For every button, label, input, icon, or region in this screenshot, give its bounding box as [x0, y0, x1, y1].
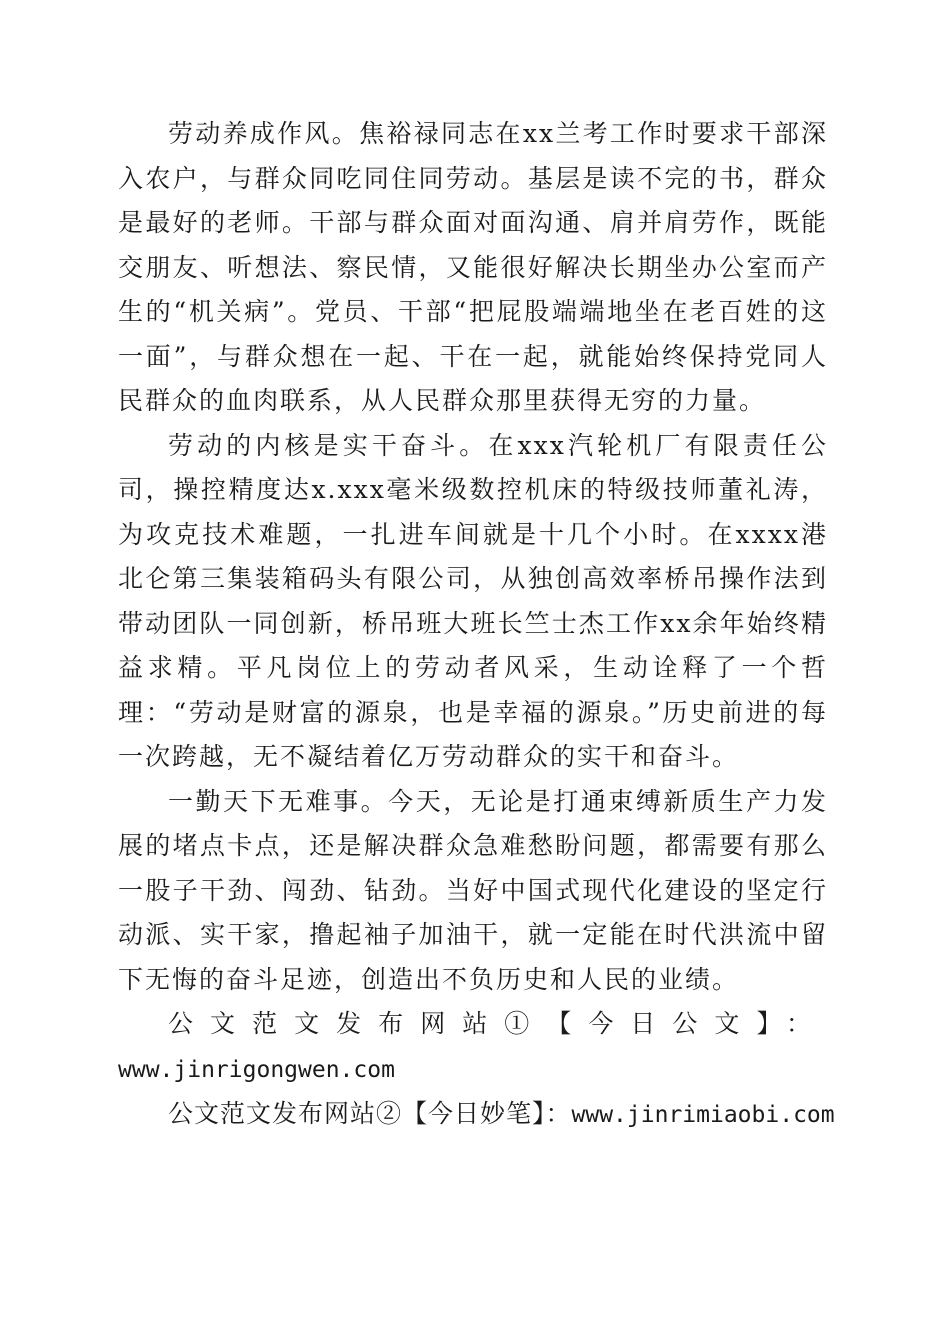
footer-site-2-label: 公文范文发布网站②【今日妙笔】：: [168, 1099, 572, 1128]
footer-site-2: [118, 1092, 835, 1138]
footer-site-2-url[interactable]: www.jinrimiaobi.com: [571, 1102, 835, 1128]
document-body: [118, 112, 835, 1138]
footer-site-1-label: 公文范文发布网站①【今日公文】：: [168, 1009, 828, 1038]
footer-site-1-url[interactable]: www.jinrigongwen.com: [118, 1056, 395, 1083]
footer-site-1: [118, 1002, 828, 1092]
paragraph-labor-core: 劳动的内核是实干奋斗。在xxx汽轮机厂有限责任公司，操控精度达x.xxx毫米级数控机床的特级技师董礼涛，为攻克技术难题，一扎进车间就是十几个小时。在xxxx港北仑第三集装箱码头有限公司，从独创高效率桥吊操作法到带动团队一同创新，桥吊班大班长竺士杰工作xx余年始终精益求精。平凡岗位上的劳动者风采，生动诠释了一个哲理：“劳动是财富的源泉，也是幸福的源泉。”历史前进的每一次跨越，无不凝结着亿万劳动群众的实干和奋斗。: [118, 430, 828, 771]
paragraph-diligence: 一勤天下无难事。今天，无论是打通束缚新质生产力发展的堵点卡点，还是解决群众急难愁盼问题，都需要有那么一股子干劲、闯劲、钻劲。当好中国式现代化建设的坚定行动派、实干家，撸起袖子加油干，就一定能在时代洪流中留下无悔的奋斗足迹，创造出不负历史和人民的业绩。: [118, 786, 828, 994]
paragraph-labor-style: 劳动养成作风。焦裕禄同志在xx兰考工作时要求干部深入农户，与群众同吃同住同劳动。基层是读不完的书，群众是最好的老师。干部与群众面对面沟通、肩并肩劳作，既能交朋友、听想法、察民情，又能很好解决长期坐办公室而产生的“机关病”。党员、干部“把屁股端端地坐在老百姓的这一面”，与群众想在一起、干在一起，就能始终保持党同人民群众的血肉联系，从人民群众那里获得无穷的力量。: [118, 119, 828, 415]
